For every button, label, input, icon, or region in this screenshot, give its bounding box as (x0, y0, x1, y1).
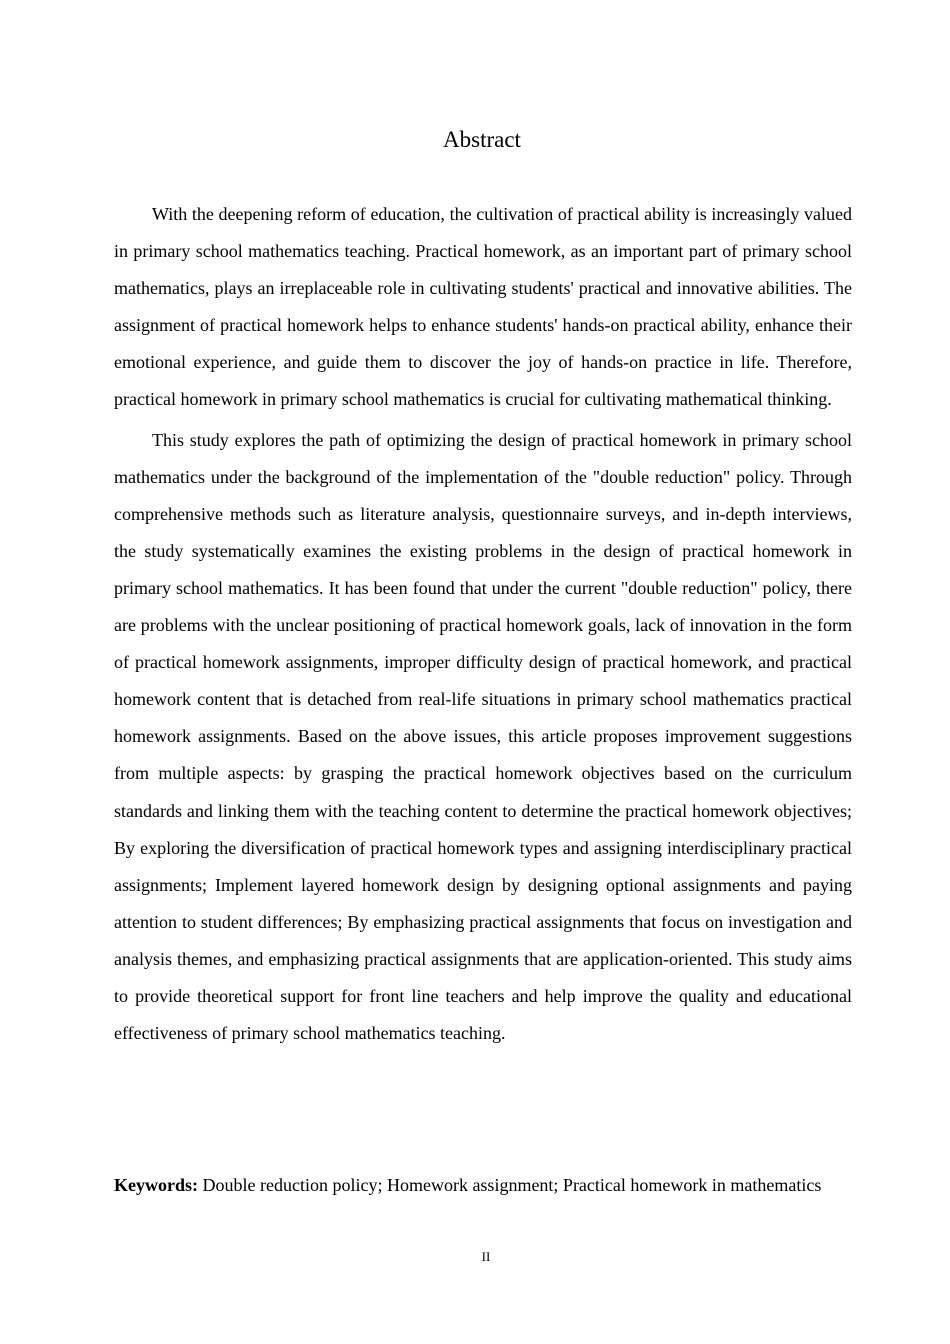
abstract-body (114, 196, 852, 1052)
abstract-title: Abstract (443, 127, 521, 152)
abstract-paragraph-2: This study explores the path of optimizing the design of practical homework in primary school mathematics under the background of the implementation of the "double reduction" policy. Through comprehensive methods such as literature analysis, questionnaire surveys, and in-depth interviews, the study systematically examines the existing problems in the design of practical homework in primary school mathematics. It has been found that under the current "double reduction" policy, there are problems with the unclear positioning of practical homework goals, lack of innovation in the form of practical homework assignments, improper difficulty design of practical homework, and practical homework content that is detached from real-life situations in primary school mathematics practical homework assignments. Based on the above issues, this article proposes improvement suggestions from multiple aspects: by grasping the practical homework objectives based on the curriculum standards and linking them with the teaching content to determine the practical homework objectives; By exploring the diversification of practical homework types and assigning interdisciplinary practical assignments; Implement layered homework design by designing optional assignments and paying attention to student differences; By emphasizing practical assignments that focus on investigation and analysis themes, and emphasizing practical assignments that are application-oriented. This study aims to provide theoretical support for front line teachers and help improve the quality and educational effectiveness of primary school mathematics teaching. (114, 429, 852, 1044)
keywords-text: Double reduction policy; Homework assignment; Practical homework in mathematics (202, 1175, 822, 1195)
keywords-label: Keywords: (114, 1175, 198, 1195)
abstract-paragraph-1: With the deepening reform of education, the cultivation of practical ability is increasingly valued in primary school mathematics teaching. Practical homework, as an important part of primary school mathematics, plays an irreplaceable role in cultivating students' practical and innovative abilities. The assignment of practical homework helps to enhance students' hands-on practical ability, enhance their emotional experience, and guide them to discover the joy of hands-on practice in life. Therefore, practical homework in primary school mathematics is crucial for cultivating mathematical thinking. (114, 204, 852, 410)
page-number: II (481, 1249, 491, 1264)
keywords-line (114, 1168, 852, 1202)
